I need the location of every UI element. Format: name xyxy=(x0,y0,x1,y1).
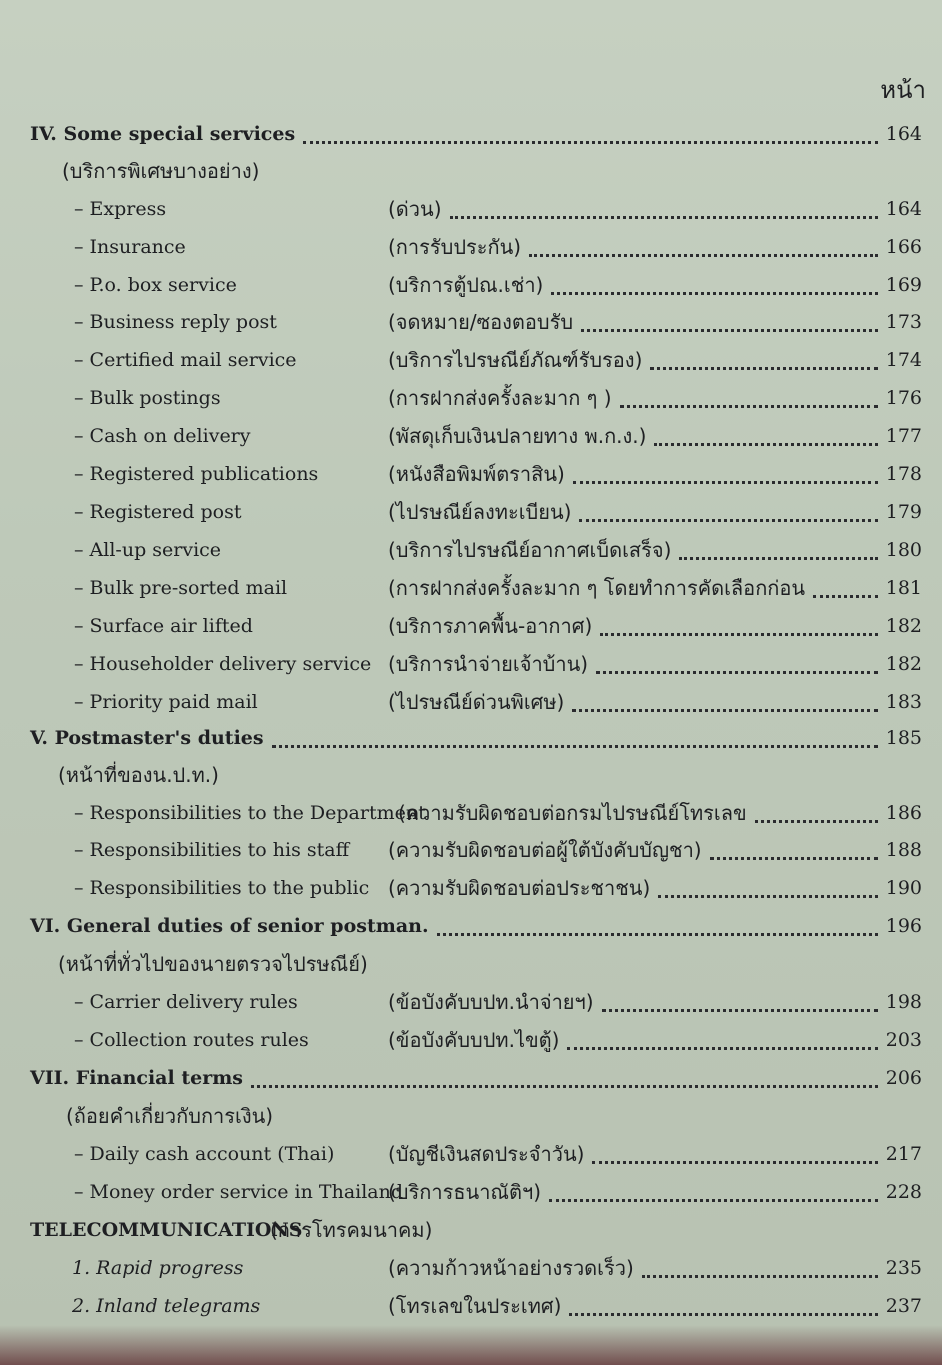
page-number: 237 xyxy=(885,1295,922,1317)
dot-leader xyxy=(579,517,878,522)
entry-title: – Collection routes rules xyxy=(74,1029,309,1051)
entry-title: – Registered publications xyxy=(74,463,319,485)
dot-leader xyxy=(710,855,878,860)
section-title: VII. Financial terms xyxy=(30,1067,243,1089)
toc-row-express xyxy=(0,193,942,225)
entry-title: – Surface air lifted xyxy=(74,615,253,637)
page-edge-shadow xyxy=(0,1325,942,1365)
page-number: 166 xyxy=(885,236,922,258)
section-title: VI. General duties of senior postman. xyxy=(30,915,429,937)
thai-translation: (หนังสือพิมพ์ตราสิน) xyxy=(388,462,565,486)
page-number: 190 xyxy=(885,877,922,899)
thai-translation: (ความก้าวหน้าอย่างรวดเร็ว) xyxy=(388,1256,634,1280)
page-number: 188 xyxy=(885,839,922,861)
thai-translation: (บริการนำจ่ายเจ้าบ้าน) xyxy=(388,652,589,676)
entry-title: – Responsibilities to the public xyxy=(74,877,370,899)
thai-translation: (พัสดุเก็บเงินปลายทาง พ.ก.ง.) xyxy=(388,424,647,448)
thai-translation: (ไปรษณีย์ลงทะเบียน) xyxy=(388,500,572,524)
toc-row-thai-17 xyxy=(0,759,942,791)
section-title: IV. Some special services xyxy=(30,123,296,145)
entry-title: 2. Inland telegrams xyxy=(72,1295,261,1317)
thai-translation: (บัญชีเงินสดประจำวัน) xyxy=(388,1142,585,1166)
entry-title: – Certified mail service xyxy=(74,349,297,371)
dot-leader xyxy=(272,743,878,748)
toc-row-daily-cash-account-thai xyxy=(0,1138,942,1170)
dot-leader xyxy=(529,252,878,257)
thai-translation: (หน้าที่ของน.ป.ท.) xyxy=(58,763,219,787)
toc-row-telecommunications xyxy=(0,1214,942,1246)
page-number: 179 xyxy=(885,501,922,523)
toc-row-business-reply-post xyxy=(0,306,942,338)
toc-row-responsibilities-to-the-department xyxy=(0,797,942,829)
toc-row-certified-mail-service xyxy=(0,344,942,376)
toc-row-thai-22 xyxy=(0,948,942,980)
thai-translation: (ด่วน) xyxy=(388,197,442,221)
page-number: 217 xyxy=(885,1143,922,1165)
thai-translation: (ข้อบังคับบปท.ไขตู้) xyxy=(388,1028,560,1052)
thai-translation: (การฝากส่งครั้งละมาก ๆ ) xyxy=(388,386,612,410)
thai-translation: (ความรับผิดชอบต่อกรมไปรษณีย์โทรเลข xyxy=(398,801,747,825)
toc-row-carrier-delivery-rules xyxy=(0,986,942,1018)
dot-leader xyxy=(549,1197,878,1202)
toc-row-1-rapid-progress xyxy=(0,1252,942,1284)
thai-translation: (ความรับผิดชอบต่อผู้ใต้บังคับบัญชา) xyxy=(388,838,702,862)
page-number: 206 xyxy=(885,1067,922,1089)
thai-translation: (การรับประกัน) xyxy=(388,235,522,259)
toc-row-iv-some-special-services xyxy=(0,118,942,150)
dot-leader xyxy=(650,365,878,370)
toc-row-bulk-pre-sorted-mail xyxy=(0,572,942,604)
page-number: 235 xyxy=(885,1257,922,1279)
dot-leader xyxy=(755,818,878,823)
page-number: 182 xyxy=(885,653,922,675)
entry-title: – Householder delivery service xyxy=(74,653,372,675)
page-number: 186 xyxy=(885,802,922,824)
toc-row-householder-delivery-service xyxy=(0,648,942,680)
entry-title: – Cash on delivery xyxy=(74,425,251,447)
thai-translation: (การโทรคมนาคม) xyxy=(270,1218,433,1242)
entry-title: – P.o. box service xyxy=(74,274,237,296)
thai-translation: (บริการไปรษณีย์อากาศเบ็ดเสร็จ) xyxy=(388,538,672,562)
entry-title: – Responsibilities to the Department xyxy=(74,802,426,824)
thai-translation: (ความรับผิดชอบต่อประชาชน) xyxy=(388,876,651,900)
page-number: 196 xyxy=(885,915,922,937)
toc-row-thai-26 xyxy=(0,1100,942,1132)
dot-leader xyxy=(303,139,878,144)
dot-leader xyxy=(654,441,878,446)
page-number: 173 xyxy=(885,311,922,333)
page-number: 164 xyxy=(885,123,922,145)
page-number: 180 xyxy=(885,539,922,561)
page-number: 203 xyxy=(885,1029,922,1051)
dot-leader xyxy=(600,631,878,636)
toc-row-collection-routes-rules xyxy=(0,1024,942,1056)
entry-title: – Registered post xyxy=(74,501,242,523)
thai-translation: (บริการธนาณัติฯ) xyxy=(388,1180,542,1204)
page-number: 176 xyxy=(885,387,922,409)
thai-translation: (จดหมาย/ซองตอบรับ xyxy=(388,310,574,334)
section-title: V. Postmaster's duties xyxy=(30,727,264,749)
section-title: TELECOMMUNICATIONS xyxy=(30,1219,303,1241)
page-number: 183 xyxy=(885,691,922,713)
dot-leader xyxy=(581,327,878,332)
entry-title: – Responsibilities to his staff xyxy=(74,839,350,861)
entry-title: – Carrier delivery rules xyxy=(74,991,298,1013)
toc-row-v-postmaster-s-duties xyxy=(0,722,942,754)
dot-leader xyxy=(620,403,878,408)
page-number: 174 xyxy=(885,349,922,371)
dot-leader xyxy=(592,1159,878,1164)
dot-leader xyxy=(679,555,878,560)
entry-title: – Bulk postings xyxy=(74,387,221,409)
page-number: 169 xyxy=(885,274,922,296)
entry-title: – Express xyxy=(74,198,167,220)
thai-translation: (ไปรษณีย์ด่วนพิเศษ) xyxy=(388,690,565,714)
toc-row-p-o-box-service xyxy=(0,269,942,301)
entry-title: – Business reply post xyxy=(74,311,277,333)
thai-translation: (โทรเลขในประเทศ) xyxy=(388,1294,562,1318)
entry-title: – Insurance xyxy=(74,236,186,258)
entry-title: – Money order service in Thailand xyxy=(74,1181,404,1203)
thai-translation: (หน้าที่ทั่วไปของนายตรวจไปรษณีย์) xyxy=(58,952,368,976)
toc-row-all-up-service xyxy=(0,534,942,566)
dot-leader xyxy=(813,593,878,598)
page-number: 182 xyxy=(885,615,922,637)
page-number: 177 xyxy=(885,425,922,447)
entry-title: – Priority paid mail xyxy=(74,691,258,713)
thai-translation: (บริการไปรษณีย์ภัณฑ์รับรอง) xyxy=(388,348,643,372)
dot-leader xyxy=(573,479,878,484)
entry-title: – Daily cash account (Thai) xyxy=(74,1143,335,1165)
page-number: 181 xyxy=(885,577,922,599)
thai-translation: (บริการภาคพื้น-อากาศ) xyxy=(388,614,593,638)
dot-leader xyxy=(596,669,878,674)
toc-row-bulk-postings xyxy=(0,382,942,414)
page-number: 164 xyxy=(885,198,922,220)
toc-row-cash-on-delivery xyxy=(0,420,942,452)
toc-row-2-inland-telegrams xyxy=(0,1290,942,1322)
toc-row-vi-general-duties-of-senior-postman xyxy=(0,910,942,942)
dot-leader xyxy=(450,214,878,219)
dot-leader xyxy=(251,1083,878,1088)
entry-title: – All-up service xyxy=(74,539,222,561)
thai-translation: (ถ้อยคำเกี่ยวกับการเงิน) xyxy=(66,1104,274,1128)
toc-row-responsibilities-to-the-public xyxy=(0,872,942,904)
dot-leader xyxy=(602,1007,878,1012)
dot-leader xyxy=(551,290,878,295)
toc-row-registered-post xyxy=(0,496,942,528)
dot-leader xyxy=(437,931,878,936)
toc-row-surface-air-lifted xyxy=(0,610,942,642)
toc-row-responsibilities-to-his-staff xyxy=(0,834,942,866)
toc-row-vii-financial-terms xyxy=(0,1062,942,1094)
entry-title: 1. Rapid progress xyxy=(72,1257,244,1279)
page-number: 178 xyxy=(885,463,922,485)
page-number: 185 xyxy=(885,727,922,749)
entry-title: – Bulk pre-sorted mail xyxy=(74,577,288,599)
page-number: 198 xyxy=(885,991,922,1013)
thai-translation: (ข้อบังคับบปท.นำจ่ายฯ) xyxy=(388,990,594,1014)
thai-translation: (บริการพิเศษบางอย่าง) xyxy=(62,159,260,183)
dot-leader xyxy=(642,1273,878,1278)
dot-leader xyxy=(569,1311,878,1316)
toc-row-priority-paid-mail xyxy=(0,686,942,718)
thai-translation: (บริการตู้ปณ.เช่า) xyxy=(388,273,544,297)
toc-row-registered-publications xyxy=(0,458,942,490)
page-number: 228 xyxy=(885,1181,922,1203)
dot-leader xyxy=(658,893,878,898)
dot-leader xyxy=(572,707,878,712)
page-column-header: หน้า xyxy=(880,76,926,104)
toc-row-money-order-service-in-thailand xyxy=(0,1176,942,1208)
thai-translation: (การฝากส่งครั้งละมาก ๆ โดยทำการคัดเลือกก่อน xyxy=(388,576,806,600)
toc-row-thai-1 xyxy=(0,155,942,187)
toc-row-insurance xyxy=(0,231,942,263)
dot-leader xyxy=(567,1045,878,1050)
